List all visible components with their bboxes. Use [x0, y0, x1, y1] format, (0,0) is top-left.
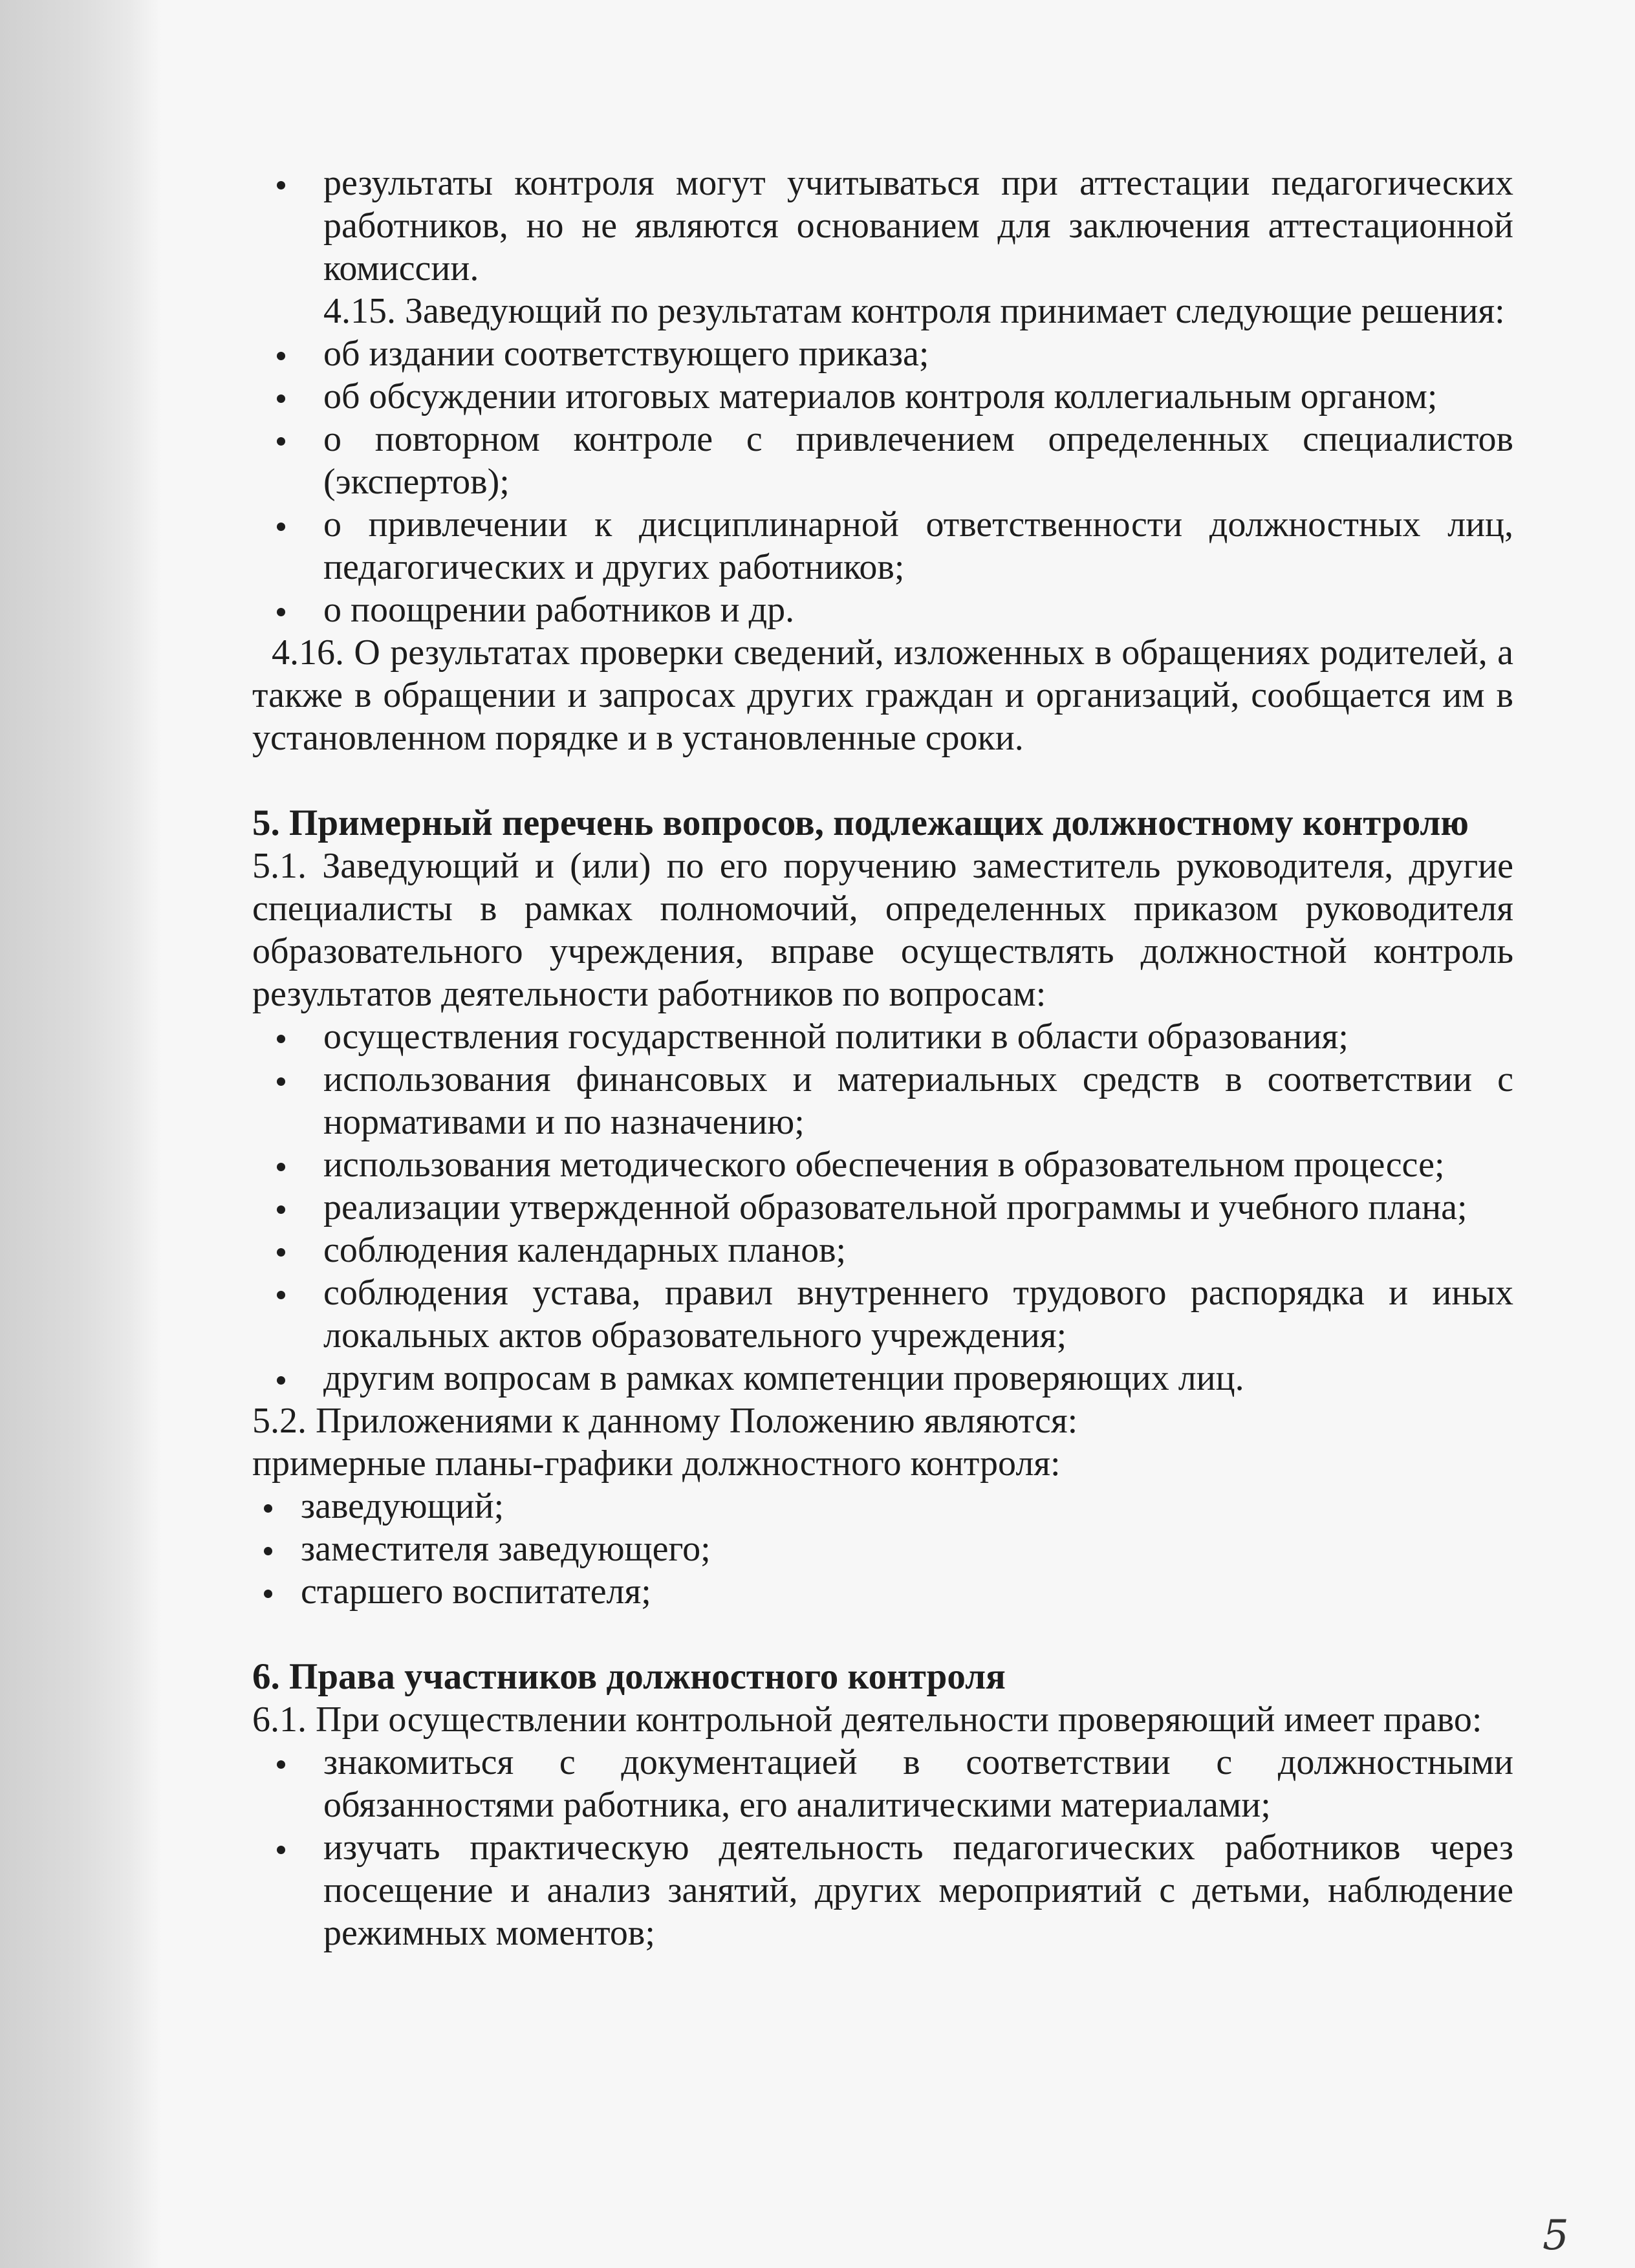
- spacer: [252, 1613, 1513, 1656]
- list-item: соблюдения календарных планов;: [252, 1229, 1513, 1271]
- document-page: [252, 162, 1513, 1954]
- list-item: использования методического обеспечения в образовательном процессе;: [252, 1143, 1513, 1186]
- list-item: использования финансовых и материальных средств в соответствии с нормативами и по назначению;: [252, 1058, 1513, 1143]
- section-6-title: 6. Права участников должностного контроля: [252, 1656, 1006, 1697]
- section-5-title: 5. Примерный перечень вопросов, подлежащих должностному контролю: [252, 803, 1469, 843]
- scan-binding-shadow: [0, 0, 162, 2268]
- list-item: об обсуждении итоговых материалов контроля коллегиальным органом;: [252, 375, 1513, 418]
- paragraph-5-1: 5.1. Заведующий и (или) по его поручению заместитель руководителя, другие специалисты в рамках полномочий, определенных приказом руководителя образовательного учреждения, вправе осуществлять должностной контроль результатов деятельности работников по вопросам:: [252, 846, 1513, 1014]
- list-item: заведующий;: [252, 1485, 1513, 1528]
- list-item: осуществления государственной политики в области образования;: [252, 1015, 1513, 1058]
- list-6-1: [252, 1741, 1513, 1954]
- list-item: результаты контроля могут учитываться при аттестации педагогических работников, но не являются основанием для заключения аттестационной комиссии.: [252, 162, 1513, 290]
- list-item: об издании соответствующего приказа;: [252, 332, 1513, 375]
- spacer: [252, 759, 1513, 802]
- list-5-1: [252, 1015, 1513, 1399]
- list-item: старшего воспитателя;: [252, 1570, 1513, 1613]
- paragraph-5-2: 5.2. Приложениями к данному Положению являются:: [252, 1401, 1078, 1441]
- list-item: изучать практическую деятельность педагогических работников через посещение и анализ занятий, других мероприятий с детьми, наблюдение режимных моментов;: [252, 1826, 1513, 1954]
- list-4-15: [252, 332, 1513, 631]
- list-item: о поощрении работников и др.: [252, 589, 1513, 631]
- list-5-2: [252, 1485, 1513, 1613]
- page-number: 5: [1543, 2212, 1569, 2260]
- list-item: другим вопросам в рамках компетенции проверяющих лиц.: [252, 1357, 1513, 1399]
- list-item: заместителя заведующего;: [252, 1528, 1513, 1570]
- paragraph-4-16: 4.16. О результатах проверки сведений, изложенных в обращениях родителей, а также в обращении и запросах других граждан и организаций, сообщается им в установленном порядке и в установленные сроки.: [252, 632, 1513, 758]
- list-item: о привлечении к дисциплинарной ответственности должностных лиц, педагогических и других работников;: [252, 503, 1513, 589]
- paragraph-4-15: 4.15. Заведующий по результатам контроля принимает следующие решения:: [323, 291, 1505, 331]
- list-item: знакомиться с документацией в соответствии с должностными обязанностями работника, его аналитическими материалами;: [252, 1741, 1513, 1826]
- list-item: о повторном контроле с привлечением определенных специалистов (экспертов);: [252, 418, 1513, 503]
- paragraph-6-1: 6.1. При осуществлении контрольной деятельности проверяющий имеет право:: [252, 1700, 1482, 1740]
- list-item: соблюдения устава, правил внутреннего трудового распорядка и иных локальных актов образовательного учреждения;: [252, 1271, 1513, 1357]
- list-item: реализации утвержденной образовательной программы и учебного плана;: [252, 1186, 1513, 1229]
- list-4-14: [252, 162, 1513, 290]
- paragraph-5-2-sub: примерные планы-графики должностного контроля:: [252, 1443, 1061, 1484]
